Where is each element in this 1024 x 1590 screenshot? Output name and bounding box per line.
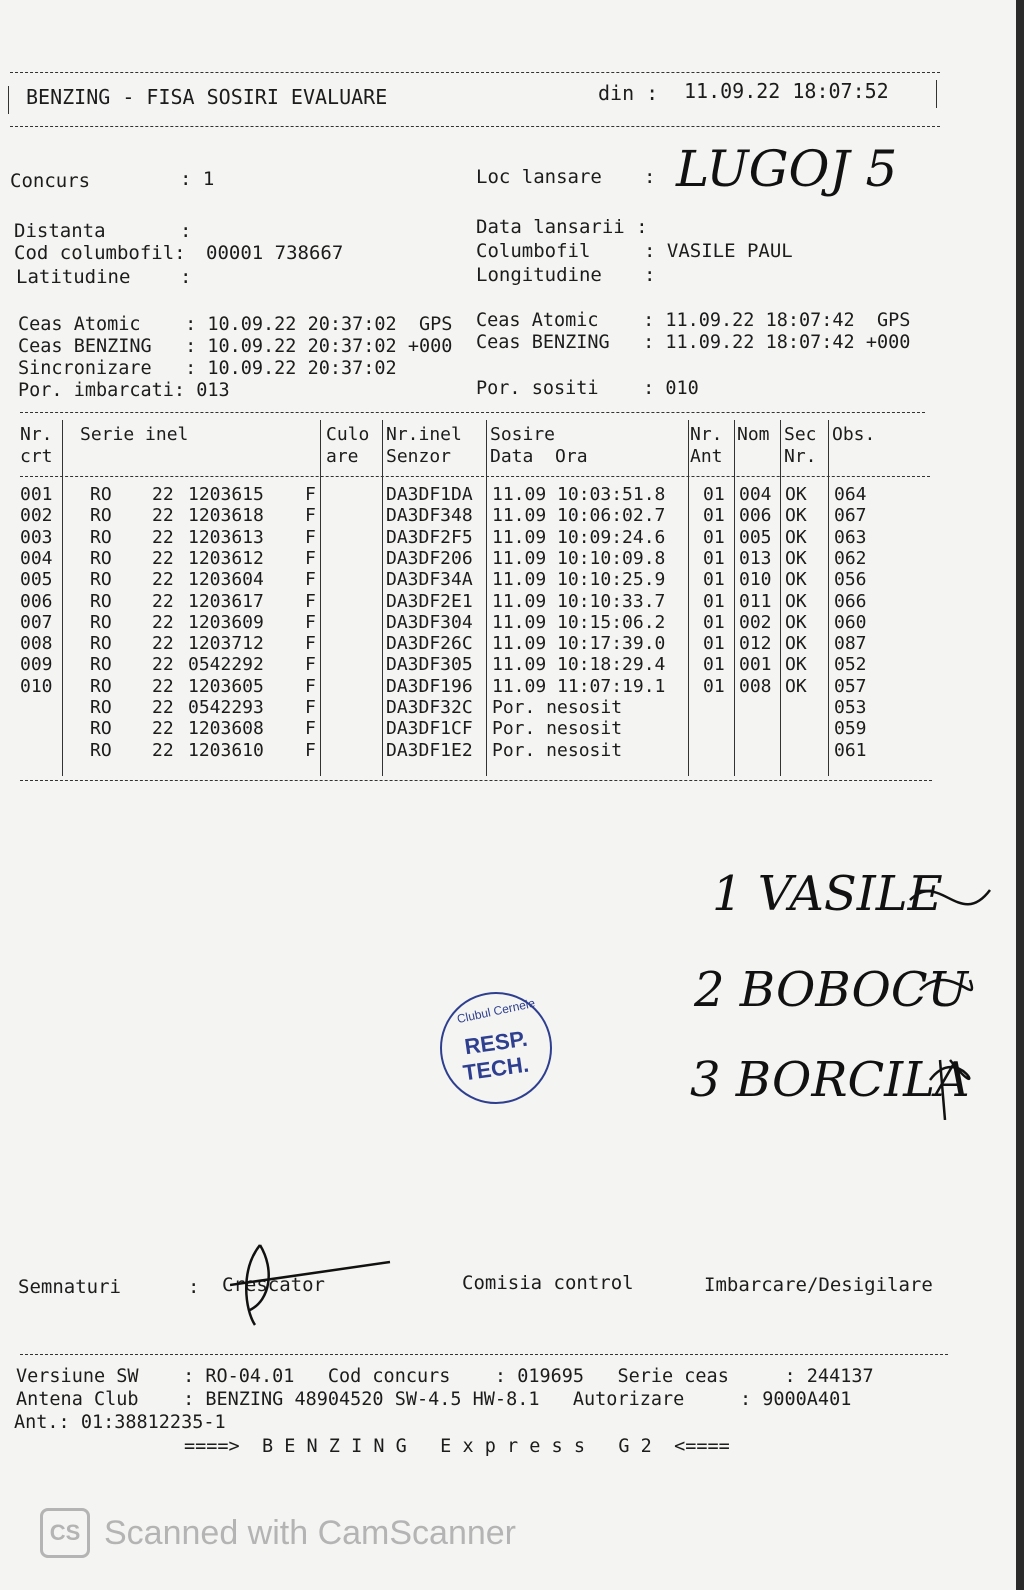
cell-an: 22 [152,697,174,718]
cod-columbofil-label: Cod columbofil: [14,242,186,264]
cell-sosire: 11.09 10:03:51.8 [492,484,666,505]
cell-nom: 008 [739,675,772,697]
cell-tara: RO [90,505,112,527]
longitudine-label: Longitudine [476,264,602,286]
header-din-value: 11.09.22 18:07:52 [684,79,889,103]
cell-sosire: Por. nesosit [492,718,623,740]
cell-nom: 001 [739,654,772,676]
cell-inel: 1203610 [188,739,264,761]
stamp-line-2: TECH. [461,1051,531,1086]
camscanner-text: Scanned with CamScanner [104,1513,517,1552]
cell-sex: F [305,697,316,718]
cell-senzor: DA3DF304 [386,611,473,633]
cell-nom: 002 [739,611,772,633]
club-stamp [440,992,552,1104]
cell-crt: 006 [20,590,53,612]
cell-an: 22 [152,547,174,569]
cell-nom: 006 [739,505,772,527]
footer-versiune: Versiune SW : RO-04.01 Cod concurs : 019695 Serie ceas : 244137 [16,1366,874,1387]
table-top-border [20,412,925,413]
crescator-signature [230,1240,400,1330]
semnaturi-sep: : [188,1276,200,1298]
right-ceas-atomic: Ceas Atomic : 11.09.22 18:07:42 GPS [476,310,911,331]
col-sep-sec [828,420,829,776]
cell-crt: 009 [20,654,53,676]
th-obs: Obs. [832,424,876,445]
cell-obs: 056 [834,569,867,591]
distanta-value: : [180,220,192,242]
cell-crt: 002 [20,505,53,527]
cell-crt: 008 [20,633,53,655]
cell-sex: F [305,526,316,548]
cell-crt: 004 [20,547,53,569]
cell-an: 22 [152,675,174,697]
cell-obs: 064 [834,484,867,505]
signature-scribbles [900,860,1020,1120]
cell-obs: 063 [834,526,867,548]
cell-crt: 003 [20,526,53,548]
imbarcare-desigilare-label: Imbarcare/Desigilare [704,1274,933,1296]
cell-inel: 1203604 [188,569,264,591]
cell-inel: 1203618 [188,505,264,527]
cell-tara: RO [90,654,112,676]
por-sositi: Por. sositi : 010 [476,378,699,399]
cod-columbofil-value: 00001 738667 [206,242,344,264]
th-ant-2: Ant [690,446,723,467]
cell-sex: F [305,590,316,612]
cell-sec: OK [785,547,807,569]
cell-obs: 052 [834,654,867,676]
cell-an: 22 [152,654,174,676]
cell-senzor: DA3DF348 [386,505,473,527]
cell-tara: RO [90,697,112,718]
cell-sex: F [305,718,316,740]
cell-nom: 013 [739,547,772,569]
th-ant-1: Nr. [690,424,723,445]
cell-sosire: Por. nesosit [492,697,623,718]
col-sep-serie [320,420,321,776]
right-ceas-benzing: Ceas BENZING : 11.09.22 18:07:42 +000 [476,332,911,353]
header-left-border [8,86,9,114]
cell-ant: 01 [703,484,725,505]
cell-sec: OK [785,569,807,591]
page-edge [1016,0,1024,1590]
header-title: BENZING - FISA SOSIRI EVALUARE [26,85,388,109]
footer-ant: Ant.: 01:38812235-1 [14,1412,226,1433]
cell-obs: 067 [834,505,867,527]
th-sosire-1: Sosire [490,424,556,445]
cell-senzor: DA3DF34A [386,569,473,591]
col-sep-senzor [486,420,487,776]
th-sec-1: Sec [784,424,817,445]
loc-lansare-label: Loc lansare [476,166,602,188]
footer-benzing-express: ====> B E N Z I N G E x p r e s s G 2 <==== [184,1436,730,1457]
cell-sec: OK [785,484,807,505]
cell-sex: F [305,654,316,676]
cell-an: 22 [152,718,174,740]
cell-nom: 004 [739,484,772,505]
handwritten-line-1: 1 VASILE [712,866,943,922]
cell-inel: 1203712 [188,633,264,655]
col-sep-nom [780,420,781,776]
col-sep-culoare [382,420,383,776]
cell-senzor: DA3DF32C [386,697,473,718]
latitudine-value: : [180,266,192,288]
cell-sec: OK [785,505,807,527]
cell-senzor: DA3DF1CF [386,718,473,740]
cell-an: 22 [152,633,174,655]
header-top-border [10,72,940,73]
cell-crt: 007 [20,611,53,633]
cell-an: 22 [152,484,174,505]
camscanner-watermark [40,1508,516,1558]
col-sep-sosire [688,420,689,776]
footer-separator [20,1354,948,1355]
cell-inel: 1203605 [188,675,264,697]
cell-tara: RO [90,633,112,655]
cell-tara: RO [90,611,112,633]
cell-tara: RO [90,484,112,505]
cell-sosire: Por. nesosit [492,739,623,761]
loc-lansare-sep: : [644,166,656,188]
cell-crt: 001 [20,484,53,505]
cell-senzor: DA3DF2E1 [386,590,473,612]
cell-sosire: 11.09 11:07:19.1 [492,675,666,697]
cell-sosire: 11.09 10:15:06.2 [492,611,666,633]
cell-obs: 061 [834,739,867,761]
cell-sec: OK [785,633,807,655]
cell-an: 22 [152,526,174,548]
comisia-control-label: Comisia control [462,1272,634,1294]
sincronizare: Sincronizare : 10.09.22 20:37:02 [18,358,397,379]
cell-tara: RO [90,718,112,740]
table-header-separator [20,476,930,477]
cell-sex: F [305,569,316,591]
cell-ant: 01 [703,633,725,655]
cell-senzor: DA3DF305 [386,654,473,676]
handwritten-line-2: 2 BOBOCU [694,962,969,1018]
cell-an: 22 [152,739,174,761]
concurs-label: Concurs [10,170,91,192]
camscanner-logo-icon: CS [40,1508,90,1558]
th-nom: Nom [737,424,770,445]
cell-sex: F [305,633,316,655]
cell-an: 22 [152,590,174,612]
th-nr-crt-2: crt [20,446,53,467]
cell-nom: 011 [739,590,772,612]
cell-inel: 0542293 [188,697,264,718]
cell-sec: OK [785,611,807,633]
cell-inel: 0542292 [188,654,264,676]
cell-sosire: 11.09 10:17:39.0 [492,633,666,655]
cell-ant: 01 [703,675,725,697]
cell-sec: OK [785,675,807,697]
data-lansarii-label: Data lansarii : [476,216,648,238]
cell-tara: RO [90,590,112,612]
cell-nom: 010 [739,569,772,591]
cell-sex: F [305,505,316,527]
cell-inel: 1203617 [188,590,264,612]
cell-tara: RO [90,547,112,569]
cell-sec: OK [785,590,807,612]
cell-obs: 059 [834,718,867,740]
cell-senzor: DA3DF26C [386,633,473,655]
cell-ant: 01 [703,590,725,612]
cell-ant: 01 [703,569,725,591]
left-ceas-atomic: Ceas Atomic : 10.09.22 20:37:02 GPS [18,314,453,335]
cell-ant: 01 [703,526,725,548]
cell-sosire: 11.09 10:10:25.9 [492,569,666,591]
th-sosire-2: Data Ora [490,446,588,467]
cell-inel: 1203612 [188,547,264,569]
cell-senzor: DA3DF206 [386,547,473,569]
cell-sosire: 11.09 10:06:02.7 [492,505,666,527]
cell-sex: F [305,547,316,569]
cell-an: 22 [152,611,174,633]
cell-senzor: DA3DF196 [386,675,473,697]
cell-inel: 1203615 [188,484,264,505]
th-senzor-1: Nr.inel [386,424,462,445]
distanta-label: Distanta [14,220,106,242]
loc-lansare-handwritten: LUGOJ 5 [676,140,898,198]
stamp-arc-text: Clubul Cernele [455,995,537,1027]
header-right-border [936,80,937,108]
concurs-value: : 1 [180,168,215,190]
crescator-label: Crescator [222,1274,325,1296]
left-ceas-benzing: Ceas BENZING : 10.09.22 20:37:02 +000 [18,336,453,357]
table-bottom-border [20,780,932,781]
cell-crt: 005 [20,569,53,591]
cell-obs: 062 [834,547,867,569]
cell-obs: 057 [834,675,867,697]
longitudine-value: : [644,264,656,286]
cell-sec: OK [785,654,807,676]
por-imbarcati: Por. imbarcati: 013 [18,380,230,401]
cell-inel: 1203613 [188,526,264,548]
cell-ant: 01 [703,611,725,633]
cell-tara: RO [90,675,112,697]
cell-sosire: 11.09 10:10:09.8 [492,547,666,569]
cell-sosire: 11.09 10:09:24.6 [492,526,666,548]
header-bottom-border [10,126,940,127]
columbofil-value: : VASILE PAUL [644,240,793,262]
cell-tara: RO [90,739,112,761]
th-serie-inel: Serie inel [80,424,189,445]
cell-an: 22 [152,569,174,591]
cell-crt: 010 [20,675,53,697]
latitudine-label: Latitudine [16,266,131,288]
cell-tara: RO [90,569,112,591]
footer-antena: Antena Club : BENZING 48904520 SW-4.5 HW-8.1 Autorizare : 9000A401 [16,1389,852,1410]
col-sep-crt [62,420,63,776]
cell-an: 22 [152,505,174,527]
cell-inel: 1203608 [188,718,264,740]
stamp-line-1: RESP. [462,1025,529,1060]
cell-sex: F [305,675,316,697]
cell-sex: F [305,611,316,633]
cell-sex: F [305,484,316,505]
cell-obs: 053 [834,697,867,718]
cell-senzor: DA3DF1DA [386,484,473,505]
th-culoare-1: Culo [326,424,370,445]
col-sep-ant [734,420,735,776]
th-sec-2: Nr. [784,446,817,467]
cell-ant: 01 [703,547,725,569]
cell-sex: F [305,739,316,761]
th-senzor-2: Senzor [386,446,452,467]
cell-sosire: 11.09 10:18:29.4 [492,654,666,676]
cell-obs: 087 [834,633,867,655]
th-culoare-2: are [326,446,359,467]
semnaturi-label: Semnaturi [18,1276,121,1298]
header-din-label: din : [598,81,659,105]
handwritten-line-3: 3 BORCILA [690,1052,970,1108]
cell-nom: 005 [739,526,772,548]
columbofil-label: Columbofil [476,240,591,262]
cell-senzor: DA3DF2F5 [386,526,473,548]
cell-inel: 1203609 [188,611,264,633]
cell-obs: 066 [834,590,867,612]
cell-nom: 012 [739,633,772,655]
cell-tara: RO [90,526,112,548]
cell-obs: 060 [834,611,867,633]
cell-ant: 01 [703,654,725,676]
cell-sosire: 11.09 10:10:33.7 [492,590,666,612]
cell-ant: 01 [703,505,725,527]
cell-senzor: DA3DF1E2 [386,739,473,761]
th-nr-crt-1: Nr. [20,424,53,445]
cell-sec: OK [785,526,807,548]
